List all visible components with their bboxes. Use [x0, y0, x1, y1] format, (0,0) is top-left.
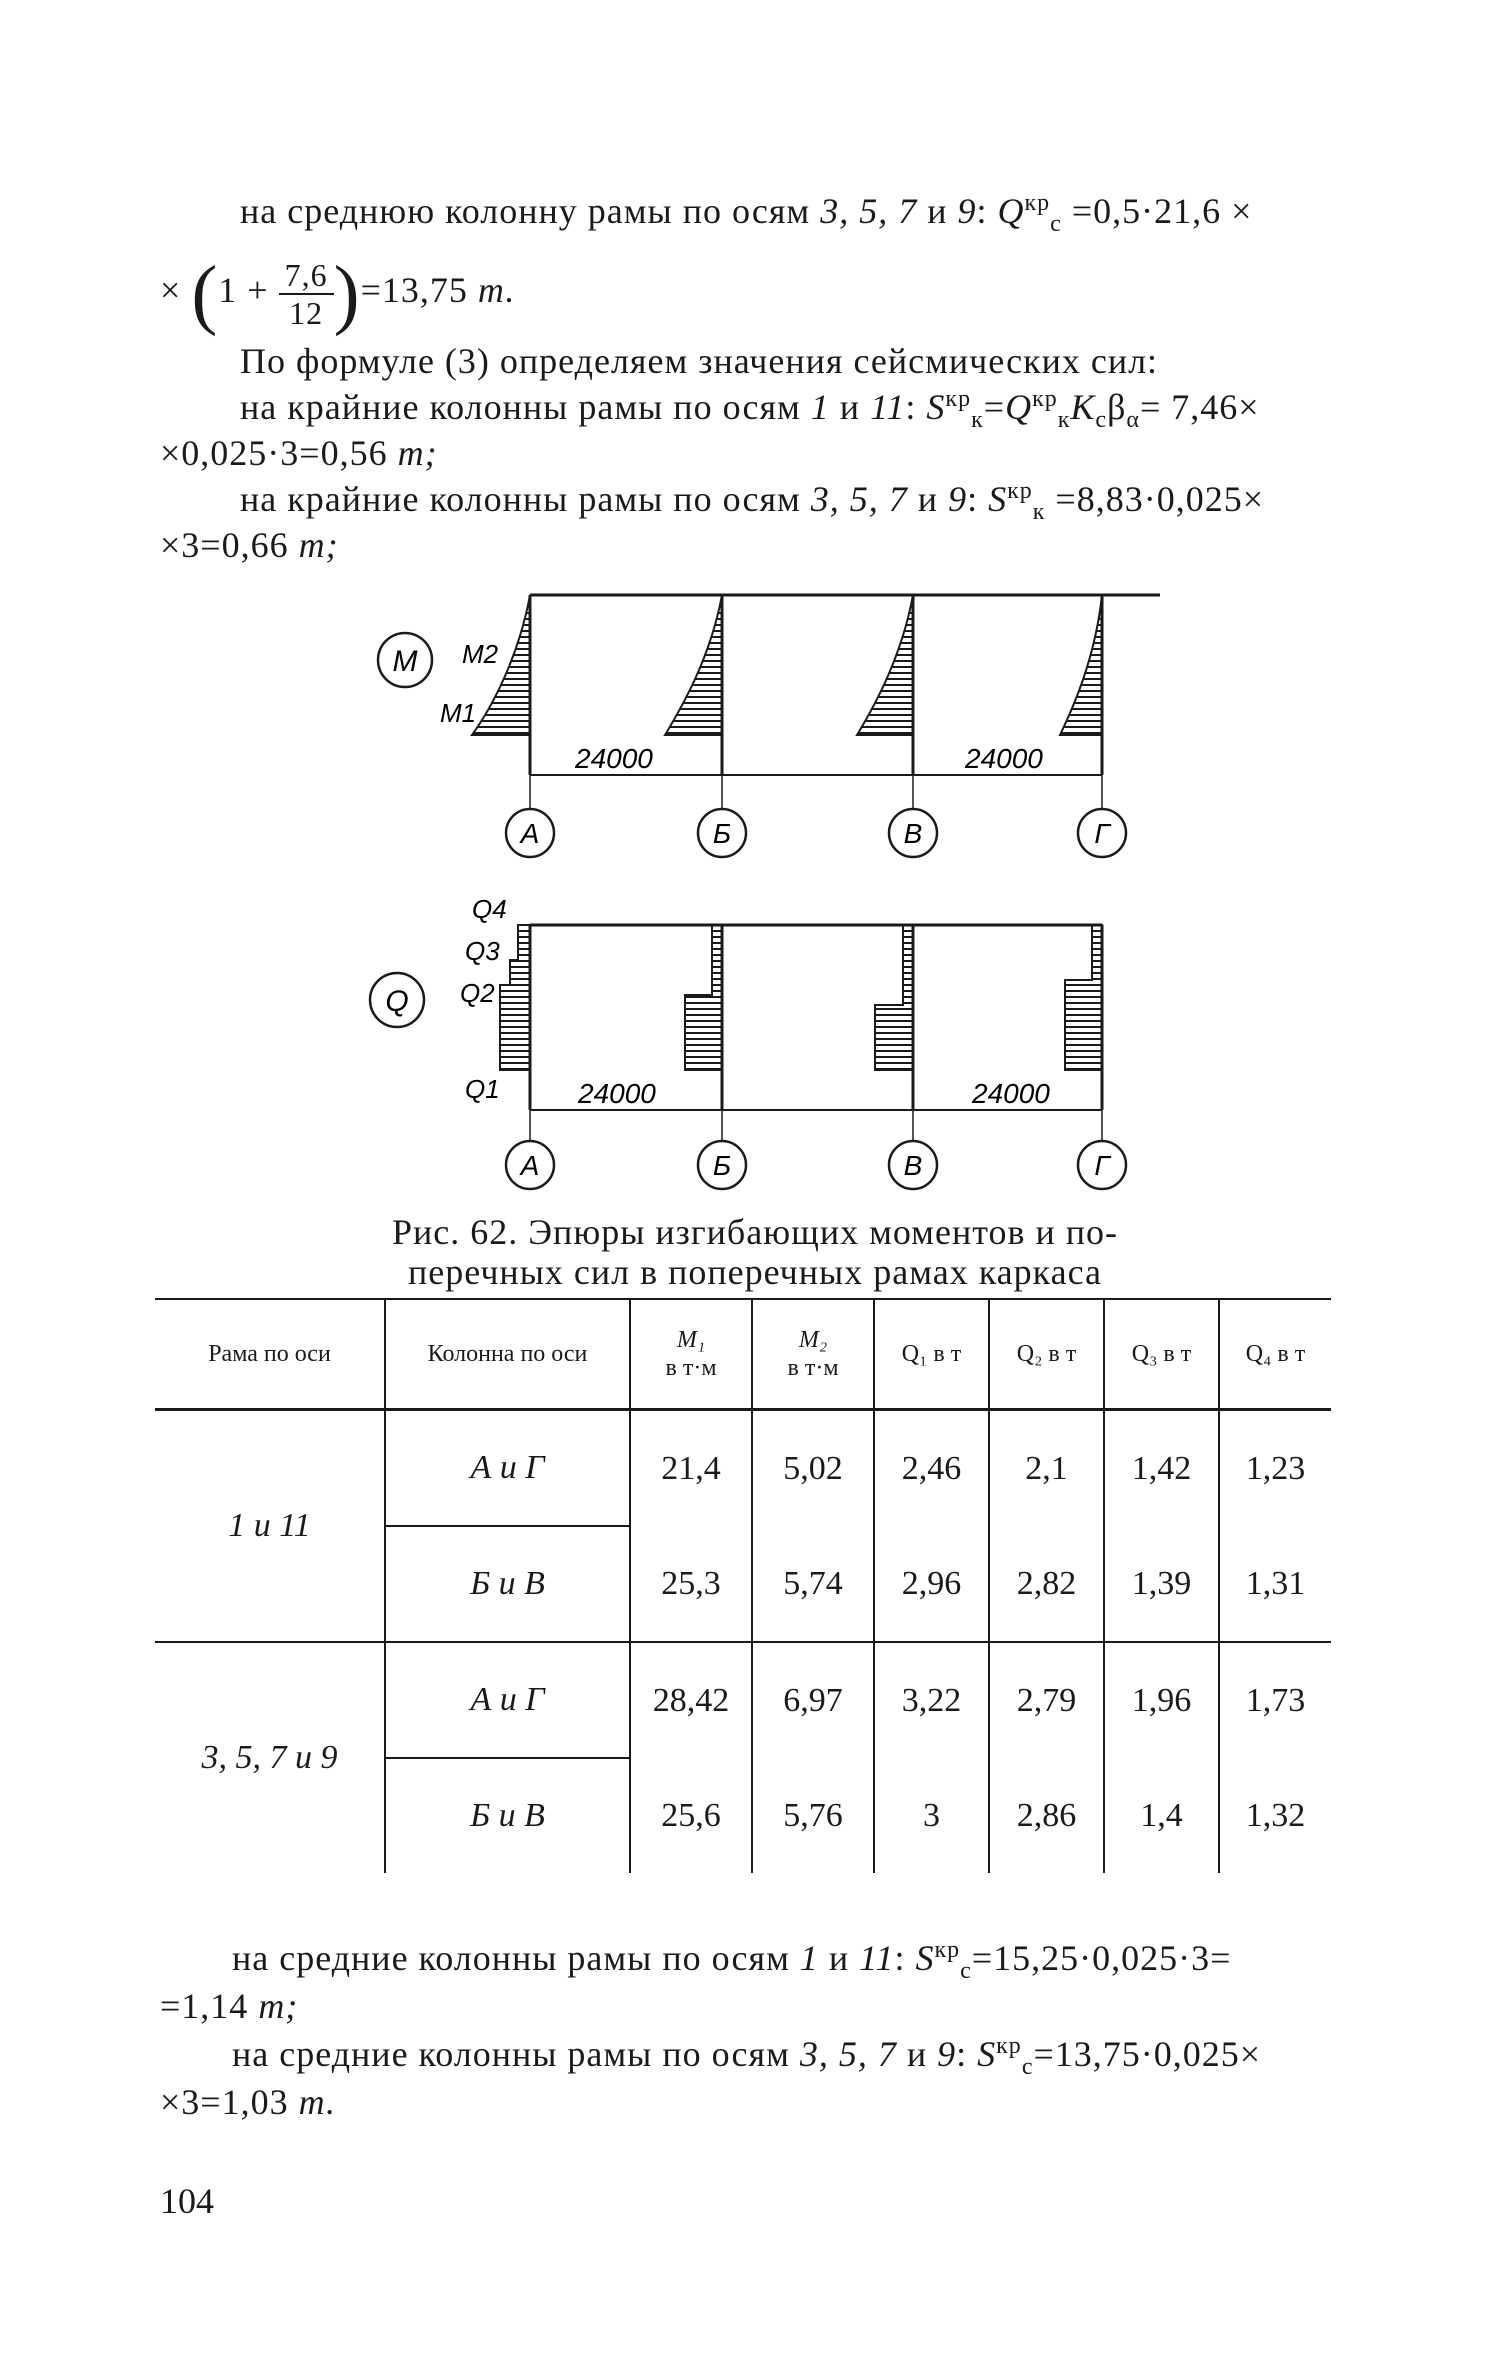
superscript: кр — [1032, 386, 1058, 412]
subscript: с — [960, 1958, 972, 1985]
axes-ref: 9 — [957, 191, 977, 231]
table-header-row — [155, 1299, 1331, 1410]
moment-diagram — [378, 595, 1160, 857]
axes-ref: 9 — [948, 479, 968, 519]
m1-cell: 21,4 — [630, 1410, 752, 1527]
axes-ref: 9 — [937, 2034, 957, 2074]
m2-label: M2 — [462, 639, 499, 669]
subscript: с — [1021, 2054, 1034, 2081]
shear-epure-a — [500, 925, 530, 1070]
formula-value: =13,75·0,025× — [1033, 2034, 1262, 2074]
axes-ref: 3, 5, 7 — [810, 479, 908, 519]
q1-cell: 2,46 — [874, 1410, 989, 1527]
header-q1: Q₁ в т — [874, 1299, 989, 1410]
fraction — [279, 257, 334, 331]
m2-cell: 5,02 — [752, 1410, 874, 1527]
text-span: на среднюю колонну рамы по осям — [240, 191, 811, 231]
superscript: кр — [945, 386, 972, 412]
axis-label-a: А — [520, 818, 540, 849]
m2-cell: 5,74 — [752, 1526, 874, 1642]
column-cell: А и Г — [385, 1642, 630, 1758]
symbol: S — [977, 2034, 997, 2074]
formula-value: ×3=1,03 — [160, 2082, 289, 2122]
formula-value: =0,5·21,6 × — [1071, 191, 1253, 231]
header-q4: Q₄ в т — [1219, 1299, 1331, 1410]
unit: т; — [397, 433, 438, 473]
axes-ref: 3, 5, 7 — [820, 191, 918, 231]
q4-label: Q4 — [472, 894, 507, 924]
text-span: и — [906, 2034, 928, 2074]
unit: т. — [298, 2082, 337, 2122]
text-span: и — [828, 1938, 850, 1978]
q2-label: Q2 — [460, 978, 495, 1008]
formula-value: ×3=0,66 — [160, 525, 289, 565]
span-label-1: 24000 — [575, 743, 653, 774]
m1-cell: 28,42 — [630, 1642, 752, 1758]
superscript: кр — [1007, 478, 1033, 504]
formula-value: ×0,025·3=0,56 — [160, 433, 388, 473]
unit: т; — [258, 1986, 299, 2026]
column-cell: А и Г — [385, 1410, 630, 1527]
table-row — [155, 1642, 1331, 1758]
text-line-4: на крайние колонны рамы по осям 1 и 11: $S^{кр}_к=Q^{кр}_кK_с\beta_\alpha= 7,46\times$ — [240, 386, 1260, 434]
q3-cell: 1,96 — [1104, 1642, 1219, 1758]
q1-label: Q1 — [465, 1074, 500, 1104]
frame-cell: 1 и 11 — [155, 1410, 385, 1643]
axis-label-a: А — [520, 1150, 540, 1181]
subscript: с — [1050, 211, 1062, 238]
symbol: Q — [1005, 387, 1033, 427]
text-line-5 — [160, 430, 438, 476]
text-span: и — [917, 479, 939, 519]
header-symbol: M₂ — [798, 1327, 828, 1353]
q1-cell: 3 — [874, 1758, 989, 1873]
q1-cell: 3,22 — [874, 1642, 989, 1758]
column-cell: Б и В — [385, 1526, 630, 1642]
symbol: S — [915, 1938, 935, 1978]
q2-cell: 2,1 — [989, 1410, 1104, 1527]
moment-label: M — [392, 645, 418, 678]
text-line-11 — [160, 2079, 336, 2125]
text-line-1: на среднюю колонну рамы по осям 3, 5, 7 и 9: $Q^{кр}_с =0,5\cdot 21,6$ × — [240, 190, 1253, 238]
axis-label-g: Г — [1094, 1150, 1110, 1181]
formula-value: =15,25·0,025·3= — [971, 1938, 1232, 1978]
paren-open: ( — [191, 249, 219, 337]
text-line-7 — [160, 522, 339, 568]
subscript: к — [1032, 499, 1046, 526]
text-span: на средние колонны рамы по осям — [232, 2034, 790, 2074]
m1-cell: 25,3 — [630, 1526, 752, 1642]
span-label-2: 24000 — [965, 743, 1043, 774]
subscript: α — [1126, 407, 1140, 434]
symbol: Q — [997, 191, 1025, 231]
page-number: 104 — [160, 2181, 214, 2221]
table-row — [155, 1410, 1331, 1527]
moment-epure-g — [1060, 595, 1102, 735]
caption-line: перечных сил в поперечных рамах каркаса — [408, 1252, 1102, 1292]
header-frame: Рама по оси — [208, 1341, 331, 1367]
paren-close: ) — [333, 249, 361, 337]
shear-diagram — [370, 894, 1126, 1189]
axis-label-g: Г — [1094, 818, 1110, 849]
symbol: β — [1107, 387, 1127, 427]
axes-ref: 11 — [870, 387, 906, 427]
shear-epure-g — [1065, 925, 1102, 1070]
formula-value: = 7,46× — [1139, 387, 1260, 427]
subscript: с — [1095, 407, 1108, 434]
m2-cell: 6,97 — [752, 1642, 874, 1758]
text-line-8: на средние колонны рамы по осям 1 и 11: $S^{кр}_с=15,25\cdot 0,025\cdot 3=$ — [232, 1937, 1232, 1985]
symbol: S — [988, 479, 1008, 519]
subscript: к — [1057, 407, 1071, 434]
column-cell: Б и В — [385, 1758, 630, 1873]
q2-cell: 2,79 — [989, 1642, 1104, 1758]
unit: т. — [477, 270, 516, 310]
formula-value: =13,75 — [360, 270, 468, 310]
text-span: 1 + — [218, 270, 269, 310]
times-sign: × — [160, 270, 182, 310]
axes-ref: 11 — [859, 1938, 895, 1978]
axis-label-b: Б — [712, 1150, 732, 1181]
formula-value: =1,14 — [160, 1986, 249, 2026]
shear-label: Q — [385, 985, 409, 1018]
text-span: и — [839, 387, 861, 427]
header-unit: в т·м — [665, 1355, 717, 1381]
q3-cell: 1,42 — [1104, 1410, 1219, 1527]
text-line-3: По формуле (3) определяем значения сейсмических сил: — [240, 341, 1159, 381]
m1-cell: 25,6 — [630, 1758, 752, 1873]
figure-caption — [345, 1212, 1165, 1292]
subscript: к — [971, 407, 984, 434]
text-span: на средние колонны рамы по осям — [232, 1938, 790, 1978]
unit: т; — [298, 525, 339, 565]
frame-cell: 3, 5, 7 и 9 — [201, 1739, 338, 1776]
header-m2 — [752, 1299, 874, 1410]
superscript: кр — [996, 2033, 1022, 2059]
frame-diagram — [360, 570, 1160, 1200]
superscript: кр — [1024, 190, 1051, 216]
q4-cell: 1,32 — [1219, 1758, 1331, 1873]
header-m1 — [630, 1299, 752, 1410]
axes-ref: 3, 5, 7 — [799, 2034, 897, 2074]
span-label-2: 24000 — [972, 1078, 1050, 1109]
shear-epure-b — [685, 925, 722, 1070]
symbol: K — [1070, 387, 1096, 427]
q3-cell: 1,39 — [1104, 1526, 1219, 1642]
axis-label-v: В — [903, 1150, 923, 1181]
header-q3: Q₃ в т — [1104, 1299, 1219, 1410]
caption-line: Рис. 62. Эпюры изгибающих моментов и по- — [392, 1212, 1118, 1252]
m2-cell: 5,76 — [752, 1758, 874, 1873]
q3-cell: 1,4 — [1104, 1758, 1219, 1873]
symbol: S — [926, 387, 946, 427]
q4-cell: 1,23 — [1219, 1410, 1331, 1527]
superscript: кр — [934, 1937, 961, 1963]
q2-cell: 2,82 — [989, 1526, 1104, 1642]
q4-cell: 1,73 — [1219, 1642, 1331, 1758]
moment-epure-v — [857, 595, 913, 735]
text-line-6: на крайние колонны рамы по осям 3, 5, 7 и 9: $S^{кр}_к =8,83\cdot 0,025\times$ — [240, 478, 1265, 526]
formula-line-2 — [160, 249, 516, 337]
span-label-1: 24000 — [578, 1078, 656, 1109]
header-q2: Q₂ в т — [989, 1299, 1104, 1410]
q3-label: Q3 — [465, 936, 500, 966]
axes-ref: 1 — [810, 387, 830, 427]
q2-cell: 2,86 — [989, 1758, 1104, 1873]
fraction-denominator: 12 — [289, 294, 324, 331]
m1-label: M1 — [440, 698, 477, 728]
header-column: Колонна по оси — [385, 1299, 630, 1410]
q1-cell: 2,96 — [874, 1526, 989, 1642]
axes-ref: 1 — [799, 1938, 819, 1978]
text-line-9 — [160, 1983, 298, 2029]
formula-value: =8,83·0,025× — [1055, 479, 1265, 519]
moment-epure-b — [665, 595, 722, 735]
text-span: и — [927, 191, 948, 231]
shear-epure-v — [875, 925, 913, 1070]
q4-cell: 1,31 — [1219, 1526, 1331, 1642]
equals-sign: = — [983, 387, 1006, 427]
fraction-numerator: 7,6 — [279, 257, 334, 295]
axis-label-b: Б — [712, 818, 732, 849]
text-span: на крайние колонны рамы по осям — [240, 387, 801, 427]
axis-label-v: В — [903, 818, 923, 849]
forces-table — [155, 1298, 1331, 1873]
text-line-10: на средние колонны рамы по осям 3, 5, 7 и 9: $S^{кр}_с=13,75\cdot 0,025\times$ — [232, 2033, 1262, 2081]
text-span: на крайние колонны рамы по осям — [240, 479, 801, 519]
header-unit: в т·м — [787, 1355, 839, 1381]
header-symbol: M₁ — [676, 1327, 706, 1353]
